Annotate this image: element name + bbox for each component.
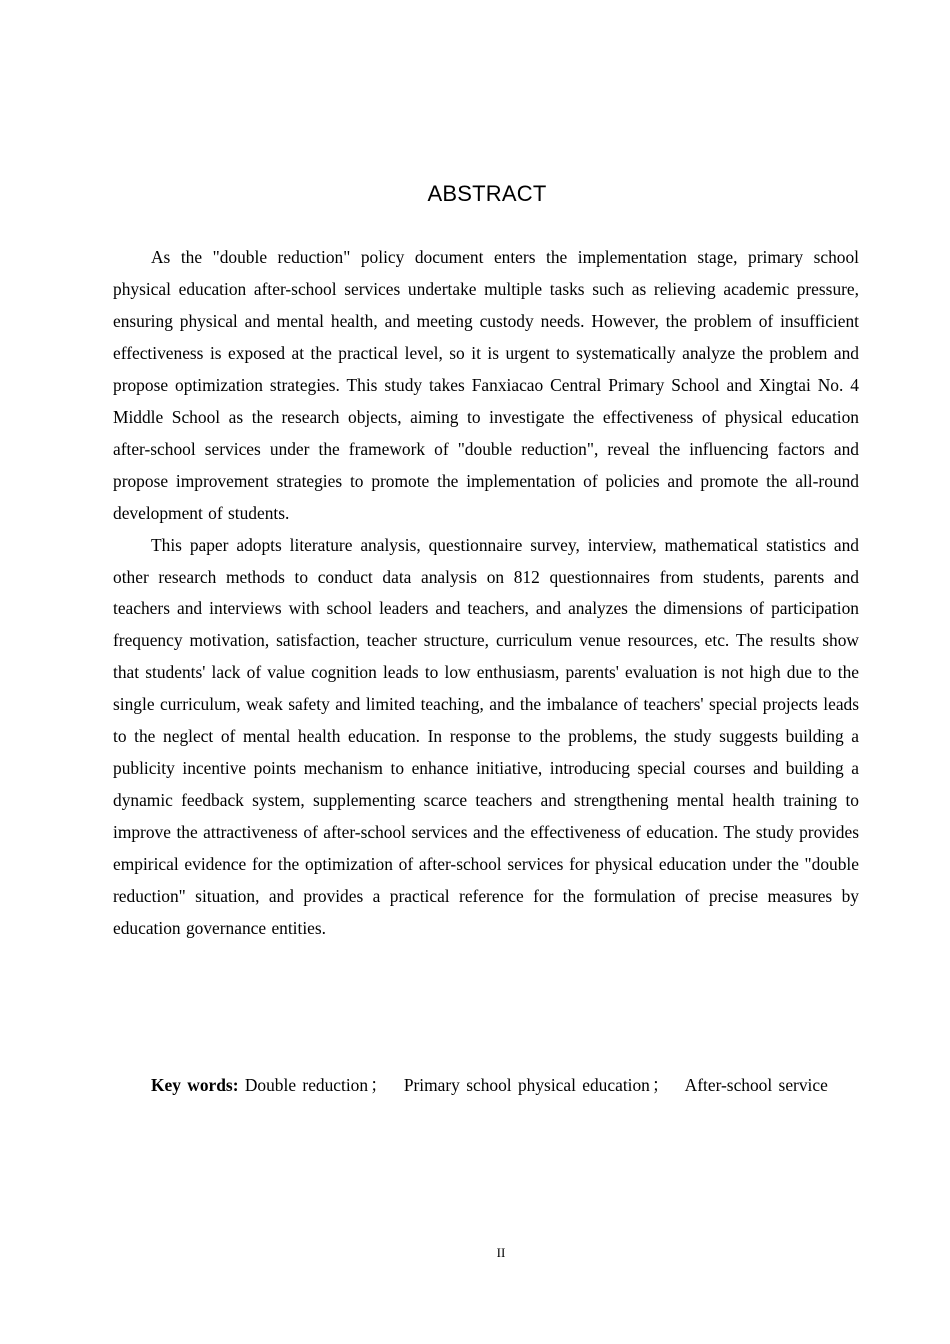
abstract-title: ABSTRACT bbox=[427, 181, 547, 206]
keyword-separator: ； bbox=[370, 1075, 388, 1095]
keyword-item: After-school service bbox=[684, 1075, 828, 1095]
keywords-label: Key words: bbox=[151, 1075, 239, 1095]
abstract-paragraph-1: As the "double reduction" policy document enters the implementation stage, primary school physical education after-school services undertake multiple tasks such as relieving academic pressure, ensuring physical and mental health, and meeting custody needs. However, the problem of insufficient effectiveness is exposed at the practical level, so it is urgent to systematically analyze the problem and propose optimization strategies. This study takes Fanxiacao Central Primary School and Xingtai No. 4 Middle School as the research objects, aiming to investigate the effectiveness of physical education after-school services under the framework of "double reduction", reveal the influencing factors and propose improvement strategies to promote the implementation of policies and promote the all-round development of students. bbox=[113, 247, 859, 523]
keyword-separator: ； bbox=[651, 1075, 670, 1095]
abstract-paragraph-2: This paper adopts literature analysis, questionnaire survey, interview, mathematical statistics and other research methods to conduct data analysis on 812 questionnaires from students, parents and teachers and interviews with school leaders and teachers, and analyzes the dimensions of participation frequency motivation, satisfaction, teacher structure, curriculum venue resources, etc. The results show that students' lack of value cognition leads to low enthusiasm, parents' evaluation is not high due to the single curriculum, weak safety and limited teaching, and the imbalance of teachers' special projects leads to the neglect of mental health education. In response to the problems, the study suggests building a publicity incentive points mechanism to enhance initiative, introducing special courses and building a dynamic feedback system, supplementing scarce teachers and strengthening mental health training to improve the attractiveness of after-school services and the effectiveness of education. The study provides empirical evidence for the optimization of after-school services for physical education under the "double reduction" situation, and provides a practical reference for the formulation of precise measures by education governance entities. bbox=[113, 534, 859, 939]
keywords-line bbox=[113, 1066, 859, 1105]
page-number: II bbox=[496, 1245, 506, 1260]
keyword-item: Primary school physical education bbox=[403, 1075, 650, 1095]
abstract-body bbox=[113, 242, 859, 945]
keyword-item: Double reduction bbox=[244, 1075, 369, 1095]
